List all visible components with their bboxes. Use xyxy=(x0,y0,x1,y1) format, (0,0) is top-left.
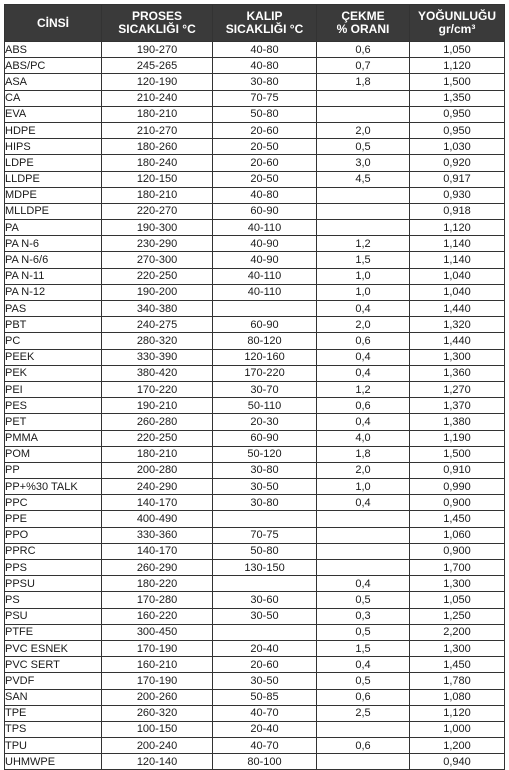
table-row xyxy=(5,236,505,252)
cell-name: PEI xyxy=(5,381,102,397)
cell-shrinkage xyxy=(317,220,410,236)
cell-shrinkage: 1,0 xyxy=(317,268,410,284)
cell-name: PEK xyxy=(5,365,102,381)
cell-name: TPS xyxy=(5,721,102,737)
cell-name: ABS xyxy=(5,42,102,58)
cell-density: 1,120 xyxy=(410,220,505,236)
cell-shrinkage: 0,5 xyxy=(317,592,410,608)
table-row xyxy=(5,430,505,446)
cell-name: PTFE xyxy=(5,624,102,640)
cell-density: 0,918 xyxy=(410,203,505,219)
cell-process-temp: 200-260 xyxy=(102,689,213,705)
cell-mold-temp: 70-75 xyxy=(213,90,317,106)
cell-mold-temp: 40-70 xyxy=(213,738,317,754)
cell-density: 0,910 xyxy=(410,462,505,478)
cell-shrinkage: 3,0 xyxy=(317,155,410,171)
cell-name: PVDF xyxy=(5,673,102,689)
cell-process-temp: 100-150 xyxy=(102,721,213,737)
cell-mold-temp: 20-60 xyxy=(213,155,317,171)
table-body xyxy=(5,42,505,770)
cell-mold-temp: 40-90 xyxy=(213,236,317,252)
cell-density: 1,370 xyxy=(410,398,505,414)
cell-mold-temp: 50-85 xyxy=(213,689,317,705)
cell-density: 1,440 xyxy=(410,333,505,349)
cell-name: HDPE xyxy=(5,122,102,138)
table-row xyxy=(5,624,505,640)
cell-mold-temp: 30-50 xyxy=(213,479,317,495)
cell-process-temp: 380-420 xyxy=(102,365,213,381)
table-row xyxy=(5,58,505,74)
cell-shrinkage: 1,5 xyxy=(317,252,410,268)
table-row xyxy=(5,608,505,624)
cell-density: 1,190 xyxy=(410,430,505,446)
cell-name: PPO xyxy=(5,527,102,543)
table-row xyxy=(5,122,505,138)
cell-name: LDPE xyxy=(5,155,102,171)
cell-process-temp: 120-150 xyxy=(102,171,213,187)
cell-process-temp: 120-140 xyxy=(102,754,213,770)
cell-shrinkage xyxy=(317,203,410,219)
cell-mold-temp: 50-80 xyxy=(213,543,317,559)
cell-process-temp: 200-240 xyxy=(102,738,213,754)
cell-mold-temp: 20-30 xyxy=(213,414,317,430)
table-row xyxy=(5,721,505,737)
cell-mold-temp: 40-80 xyxy=(213,58,317,74)
cell-mold-temp: 20-60 xyxy=(213,657,317,673)
header-name: CİNSİ xyxy=(5,5,102,42)
cell-process-temp: 220-250 xyxy=(102,430,213,446)
cell-process-temp: 180-210 xyxy=(102,446,213,462)
cell-process-temp: 245-265 xyxy=(102,58,213,74)
cell-process-temp: 170-220 xyxy=(102,381,213,397)
cell-name: PPC xyxy=(5,495,102,511)
cell-name: PA N-6 xyxy=(5,236,102,252)
cell-process-temp: 180-260 xyxy=(102,139,213,155)
cell-process-temp: 140-170 xyxy=(102,495,213,511)
cell-name: PES xyxy=(5,398,102,414)
cell-name: PA xyxy=(5,220,102,236)
cell-density: 1,060 xyxy=(410,527,505,543)
cell-process-temp: 140-170 xyxy=(102,543,213,559)
cell-mold-temp: 30-80 xyxy=(213,495,317,511)
cell-mold-temp xyxy=(213,301,317,317)
table-row xyxy=(5,495,505,511)
cell-process-temp: 180-220 xyxy=(102,576,213,592)
cell-mold-temp: 40-110 xyxy=(213,220,317,236)
table-row xyxy=(5,689,505,705)
cell-process-temp: 260-280 xyxy=(102,414,213,430)
cell-name: PPRC xyxy=(5,543,102,559)
cell-shrinkage: 0,3 xyxy=(317,608,410,624)
cell-name: HIPS xyxy=(5,139,102,155)
cell-name: LLDPE xyxy=(5,171,102,187)
cell-density: 1,050 xyxy=(410,42,505,58)
cell-name: PET xyxy=(5,414,102,430)
cell-shrinkage xyxy=(317,90,410,106)
cell-density: 0,930 xyxy=(410,187,505,203)
cell-mold-temp: 30-80 xyxy=(213,74,317,90)
cell-name: PPE xyxy=(5,511,102,527)
cell-name: UHMWPE xyxy=(5,754,102,770)
cell-density: 1,500 xyxy=(410,446,505,462)
cell-mold-temp: 30-50 xyxy=(213,608,317,624)
table-row xyxy=(5,462,505,478)
cell-name: PS xyxy=(5,592,102,608)
cell-process-temp: 170-280 xyxy=(102,592,213,608)
cell-shrinkage: 1,2 xyxy=(317,236,410,252)
cell-name: MLLDPE xyxy=(5,203,102,219)
table-row xyxy=(5,333,505,349)
table-row xyxy=(5,284,505,300)
cell-name: ABS/PC xyxy=(5,58,102,74)
cell-process-temp: 400-490 xyxy=(102,511,213,527)
cell-shrinkage: 2,0 xyxy=(317,317,410,333)
table-row xyxy=(5,317,505,333)
cell-density: 1,040 xyxy=(410,284,505,300)
table-row xyxy=(5,511,505,527)
cell-name: TPE xyxy=(5,705,102,721)
table-row xyxy=(5,74,505,90)
cell-shrinkage xyxy=(317,106,410,122)
material-properties-sheet xyxy=(4,4,504,770)
header-process-temp: PROSES SICAKLIĞI °C xyxy=(102,5,213,42)
cell-shrinkage: 4,5 xyxy=(317,171,410,187)
cell-density: 0,940 xyxy=(410,754,505,770)
cell-density: 1,450 xyxy=(410,511,505,527)
cell-density: 1,450 xyxy=(410,657,505,673)
cell-name: PBT xyxy=(5,317,102,333)
cell-density: 1,270 xyxy=(410,381,505,397)
table-row xyxy=(5,301,505,317)
cell-shrinkage: 2,0 xyxy=(317,462,410,478)
cell-process-temp: 180-240 xyxy=(102,155,213,171)
cell-density: 1,350 xyxy=(410,90,505,106)
cell-process-temp: 190-200 xyxy=(102,284,213,300)
table-row xyxy=(5,139,505,155)
cell-density: 1,080 xyxy=(410,689,505,705)
cell-density: 0,900 xyxy=(410,543,505,559)
cell-mold-temp: 30-70 xyxy=(213,381,317,397)
cell-mold-temp: 20-40 xyxy=(213,721,317,737)
table-row xyxy=(5,42,505,58)
cell-shrinkage: 1,2 xyxy=(317,381,410,397)
cell-mold-temp: 40-110 xyxy=(213,284,317,300)
table-row xyxy=(5,592,505,608)
cell-density: 1,440 xyxy=(410,301,505,317)
cell-shrinkage: 0,4 xyxy=(317,414,410,430)
cell-process-temp: 160-220 xyxy=(102,608,213,624)
cell-mold-temp: 60-90 xyxy=(213,203,317,219)
cell-shrinkage xyxy=(317,721,410,737)
cell-process-temp: 200-280 xyxy=(102,462,213,478)
cell-process-temp: 300-450 xyxy=(102,624,213,640)
cell-shrinkage: 0,5 xyxy=(317,139,410,155)
cell-process-temp: 230-290 xyxy=(102,236,213,252)
table-row xyxy=(5,252,505,268)
cell-process-temp: 330-390 xyxy=(102,349,213,365)
cell-process-temp: 240-275 xyxy=(102,317,213,333)
cell-density: 1,380 xyxy=(410,414,505,430)
cell-shrinkage: 0,4 xyxy=(317,576,410,592)
cell-shrinkage: 0,6 xyxy=(317,738,410,754)
cell-mold-temp: 50-120 xyxy=(213,446,317,462)
table-row xyxy=(5,220,505,236)
cell-shrinkage xyxy=(317,187,410,203)
cell-mold-temp: 40-90 xyxy=(213,252,317,268)
cell-name: PC xyxy=(5,333,102,349)
cell-density: 1,700 xyxy=(410,560,505,576)
table-row xyxy=(5,203,505,219)
cell-mold-temp: 50-110 xyxy=(213,398,317,414)
table-row xyxy=(5,560,505,576)
cell-density: 1,040 xyxy=(410,268,505,284)
table-row xyxy=(5,414,505,430)
cell-mold-temp: 60-90 xyxy=(213,317,317,333)
cell-mold-temp: 50-80 xyxy=(213,106,317,122)
cell-mold-temp: 30-80 xyxy=(213,462,317,478)
cell-shrinkage: 1,8 xyxy=(317,446,410,462)
cell-process-temp: 260-290 xyxy=(102,560,213,576)
table-row xyxy=(5,106,505,122)
cell-shrinkage xyxy=(317,560,410,576)
cell-name: PP+%30 TALK xyxy=(5,479,102,495)
cell-name: SAN xyxy=(5,689,102,705)
cell-density: 1,120 xyxy=(410,58,505,74)
cell-density: 2,200 xyxy=(410,624,505,640)
cell-mold-temp: 20-50 xyxy=(213,139,317,155)
cell-shrinkage: 2,0 xyxy=(317,122,410,138)
cell-process-temp: 210-270 xyxy=(102,122,213,138)
cell-shrinkage: 1,5 xyxy=(317,640,410,656)
cell-mold-temp: 40-80 xyxy=(213,42,317,58)
cell-shrinkage: 0,4 xyxy=(317,349,410,365)
cell-process-temp: 120-190 xyxy=(102,74,213,90)
cell-mold-temp: 20-50 xyxy=(213,171,317,187)
cell-density: 1,200 xyxy=(410,738,505,754)
cell-shrinkage: 0,6 xyxy=(317,398,410,414)
cell-name: PVC ESNEK xyxy=(5,640,102,656)
cell-process-temp: 220-250 xyxy=(102,268,213,284)
cell-name: PAS xyxy=(5,301,102,317)
cell-density: 1,500 xyxy=(410,74,505,90)
cell-density: 1,320 xyxy=(410,317,505,333)
cell-process-temp: 240-290 xyxy=(102,479,213,495)
table-row xyxy=(5,398,505,414)
table-header xyxy=(5,5,505,42)
cell-name: PEEK xyxy=(5,349,102,365)
cell-density: 1,250 xyxy=(410,608,505,624)
cell-mold-temp xyxy=(213,576,317,592)
table-row xyxy=(5,705,505,721)
cell-shrinkage: 0,4 xyxy=(317,495,410,511)
cell-name: PMMA xyxy=(5,430,102,446)
cell-process-temp: 190-300 xyxy=(102,220,213,236)
cell-density: 1,300 xyxy=(410,349,505,365)
cell-process-temp: 330-360 xyxy=(102,527,213,543)
table-row xyxy=(5,268,505,284)
table-row xyxy=(5,171,505,187)
cell-density: 0,990 xyxy=(410,479,505,495)
cell-mold-temp: 30-50 xyxy=(213,673,317,689)
cell-density: 1,300 xyxy=(410,640,505,656)
cell-mold-temp: 20-40 xyxy=(213,640,317,656)
cell-name: TPU xyxy=(5,738,102,754)
cell-shrinkage: 0,5 xyxy=(317,624,410,640)
cell-process-temp: 220-270 xyxy=(102,203,213,219)
table-row xyxy=(5,155,505,171)
cell-shrinkage: 2,5 xyxy=(317,705,410,721)
table-row xyxy=(5,754,505,770)
cell-shrinkage: 0,7 xyxy=(317,58,410,74)
cell-mold-temp: 40-110 xyxy=(213,268,317,284)
cell-shrinkage: 0,4 xyxy=(317,301,410,317)
cell-density: 1,000 xyxy=(410,721,505,737)
cell-name: PA N-6/6 xyxy=(5,252,102,268)
table-row xyxy=(5,349,505,365)
cell-density: 1,360 xyxy=(410,365,505,381)
cell-process-temp: 280-320 xyxy=(102,333,213,349)
cell-mold-temp xyxy=(213,511,317,527)
cell-shrinkage: 1,0 xyxy=(317,479,410,495)
table-row xyxy=(5,543,505,559)
cell-shrinkage: 1,0 xyxy=(317,284,410,300)
cell-density: 1,140 xyxy=(410,236,505,252)
header-row xyxy=(5,5,505,42)
cell-density: 1,030 xyxy=(410,139,505,155)
cell-name: PSU xyxy=(5,608,102,624)
table-row xyxy=(5,381,505,397)
cell-process-temp: 340-380 xyxy=(102,301,213,317)
table-row xyxy=(5,90,505,106)
cell-density: 0,950 xyxy=(410,122,505,138)
cell-name: POM xyxy=(5,446,102,462)
table-row xyxy=(5,479,505,495)
table-row xyxy=(5,673,505,689)
table-row xyxy=(5,576,505,592)
cell-mold-temp: 170-220 xyxy=(213,365,317,381)
cell-process-temp: 160-210 xyxy=(102,657,213,673)
cell-density: 1,050 xyxy=(410,592,505,608)
cell-process-temp: 170-190 xyxy=(102,673,213,689)
cell-process-temp: 190-210 xyxy=(102,398,213,414)
cell-process-temp: 170-190 xyxy=(102,640,213,656)
cell-process-temp: 180-210 xyxy=(102,187,213,203)
cell-name: PA N-11 xyxy=(5,268,102,284)
cell-shrinkage: 0,4 xyxy=(317,657,410,673)
material-properties-table xyxy=(4,4,505,770)
table-row xyxy=(5,527,505,543)
cell-name: PA N-12 xyxy=(5,284,102,300)
cell-mold-temp: 80-100 xyxy=(213,754,317,770)
cell-mold-temp: 70-75 xyxy=(213,527,317,543)
cell-density: 1,300 xyxy=(410,576,505,592)
cell-process-temp: 190-270 xyxy=(102,42,213,58)
cell-shrinkage: 1,8 xyxy=(317,74,410,90)
cell-density: 1,140 xyxy=(410,252,505,268)
cell-process-temp: 210-240 xyxy=(102,90,213,106)
cell-name: EVA xyxy=(5,106,102,122)
cell-shrinkage: 4,0 xyxy=(317,430,410,446)
cell-name: PPS xyxy=(5,560,102,576)
cell-shrinkage xyxy=(317,754,410,770)
table-row xyxy=(5,365,505,381)
table-row xyxy=(5,446,505,462)
cell-mold-temp xyxy=(213,624,317,640)
cell-mold-temp: 60-90 xyxy=(213,430,317,446)
cell-mold-temp: 30-60 xyxy=(213,592,317,608)
cell-shrinkage xyxy=(317,543,410,559)
cell-shrinkage xyxy=(317,511,410,527)
cell-density: 1,120 xyxy=(410,705,505,721)
table-row xyxy=(5,640,505,656)
cell-name: ASA xyxy=(5,74,102,90)
cell-name: PP xyxy=(5,462,102,478)
cell-density: 0,900 xyxy=(410,495,505,511)
header-shrinkage: ÇEKME % ORANI xyxy=(317,5,410,42)
cell-mold-temp: 40-80 xyxy=(213,187,317,203)
cell-density: 0,950 xyxy=(410,106,505,122)
cell-shrinkage: 0,5 xyxy=(317,673,410,689)
cell-mold-temp: 40-70 xyxy=(213,705,317,721)
cell-mold-temp: 130-150 xyxy=(213,560,317,576)
table-row xyxy=(5,187,505,203)
cell-process-temp: 180-210 xyxy=(102,106,213,122)
cell-shrinkage: 0,6 xyxy=(317,689,410,705)
header-density: YOĞUNLUĞU gr/cm³ xyxy=(410,5,505,42)
cell-shrinkage: 0,6 xyxy=(317,333,410,349)
cell-density: 1,780 xyxy=(410,673,505,689)
cell-mold-temp: 120-160 xyxy=(213,349,317,365)
cell-shrinkage: 0,6 xyxy=(317,42,410,58)
cell-mold-temp: 20-60 xyxy=(213,122,317,138)
table-row xyxy=(5,657,505,673)
cell-shrinkage: 0,4 xyxy=(317,365,410,381)
header-mold-temp: KALIP SICAKLIĞI °C xyxy=(213,5,317,42)
cell-name: CA xyxy=(5,90,102,106)
cell-mold-temp: 80-120 xyxy=(213,333,317,349)
cell-name: PVC SERT xyxy=(5,657,102,673)
cell-shrinkage xyxy=(317,527,410,543)
cell-name: PPSU xyxy=(5,576,102,592)
cell-density: 0,920 xyxy=(410,155,505,171)
cell-name: MDPE xyxy=(5,187,102,203)
cell-density: 0,917 xyxy=(410,171,505,187)
cell-process-temp: 270-300 xyxy=(102,252,213,268)
cell-process-temp: 260-320 xyxy=(102,705,213,721)
